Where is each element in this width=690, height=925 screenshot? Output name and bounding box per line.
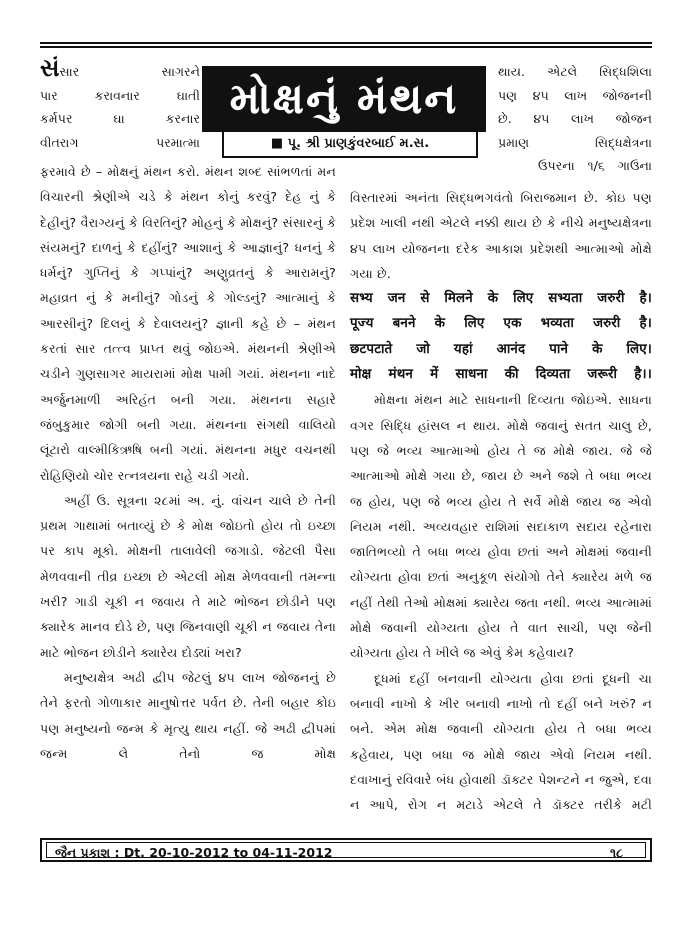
right-column (350, 185, 652, 817)
hindi-verse-line-4: मोक्ष मंथन में साधना की दिव्यता जरूरी है।। (350, 367, 652, 383)
intro-right-block (498, 60, 652, 178)
top-rule-2 (40, 46, 652, 48)
article-title: મોક્ષનું મંથન (202, 66, 486, 132)
hindi-verse (350, 286, 652, 387)
hindi-verse-line-1: सभ्य जन से मिलने के लिए सभ्यता जरुरी है। (350, 291, 652, 307)
intro-right-line-4: પ્રમાણ સિદ્ધક્ષેત્રના (498, 134, 652, 150)
left-paragraph-3: મનુષ્યક્ષેત્ર અઢી દ્વીપ જેટલું ૪૫ લાખ જોજનનું છે તેને ફરતો ગોળાકાર માનુષોત્તર પર્વત છે. તેની બહાર કોઇ પણ મનુષ્યનો જન્મ કે મૃત્યુ થાય નહીં. જે અઢી દ્વીપમાં જન્મ લે તેનો જ મોક્ષ (40, 669, 336, 761)
intro-left-line-4: વીતરાગ પરમાત્મા (40, 134, 200, 150)
intro-right-line-3: છે. ૪૫ લાખ જોજન (498, 111, 652, 126)
drop-cap: સં (40, 54, 60, 82)
intro-left-line-3: કર્મપર ઘા કરનાર (40, 111, 200, 126)
author-byline: ■ પૂ. શ્રી પ્રાણકુંવરબાઈ મ.સ. (222, 130, 478, 158)
right-paragraph-2: મોક્ષના મંથન માટે સાધનાની દિવ્યતા જોઇએ. સાધના વગર સિદ્ધિ હાંસલ ન થાય. મોક્ષે જવાનું સતત ચાલુ છે, પણ જે ભવ્ય આત્માઓ હોય તે જ મોક્ષે જાય. જે જે આત્માઓ મોક્ષે ગયા છે, જાય છે અને જશે તે બધા ભવ્ય જ હોય, પણ જે ભવ્ય હોય તે સર્વે મોક્ષે જાય જ એવો નિયમ નથી. અવ્યવહાર રાશિમાં સદાકાળ સદાય રહેનારા જાતિભવ્યો તે બધા ભવ્ય હોવા છતાં અને મોક્ષમાં જવાની યોગ્યતા હોવા છતાં અનુકૂળ સંયોગો તેને ક્યારેય મળે જ નહીં તેથી તેઓ મોક્ષમાં ક્યારેય જતા નથી. ભવ્ય આત્મામાં મોક્ષે જવાની યોગ્યતા હોય તે વાત સાચી, પણ જેની યોગ્યતા હોય તે ખીલે જ એવું કેમ કહેવાય? (350, 392, 652, 661)
right-paragraph-1: વિસ્તારમાં અનંતા સિદ્ધભગવંતો બિરાજમાન છે. કોઇ પણ પ્રદેશ ખાલી નથી એટલે નક્કી થાય છે કે નીચે મનુષ્યક્ષેત્રના ૪૫ લાખ યોજનના દરેક આકાશ પ્રદેશથી આત્માઓ મોક્ષે ગયા છે. (350, 190, 652, 281)
intro-right-line-2: પણ ૪૫ લાખ જોજનની (498, 87, 652, 103)
intro-left-line-2: પાર કરાવનાર ઘાતી (40, 87, 200, 103)
intro-right-line-1: થાય. એટલે સિદ્ધશિલા (498, 64, 652, 79)
intro-right-line-5: ઉપરના ૧/૬ ગાઉના (538, 158, 652, 173)
hindi-verse-line-2: पूज्य बनने के लिए एक भव्यता जरुरी है। (350, 316, 652, 332)
intro-left-line-1: સંસાર સાગરને (40, 54, 200, 82)
right-paragraph-3: દૂધમાં દહીં બનવાની યોગ્યતા હોવા છતાં દૂધની ચા બનાવી નાખો કે ખીર બનાવી નાખો તો દહીં બને ખરું? ન બને. એમ મોક્ષ જવાની યોગ્યતા હોય તે બધા ભવ્ય કહેવાય, પણ બધા જ મોક્ષે જાય એવો નિયમ નથી. દવાખાનું રવિવારે બંધ હોવાથી ડૉક્ટર પેશન્ટને ન જુએ, દવા ન આપે, રોગ ન મટાડે એટલે તે ડૉક્ટર તરીકે મટી (350, 670, 652, 813)
left-paragraph-1: ફરમાવે છે – મોક્ષનું મંથન કરો. મંથન શબ્દ સાંભળતાં મન વિચારની શ્રેણીએ ચડે કે મંથન કોનું કરવું? દેહ નું કે દેહીનું? વૈરાગ્યનું કે વિરતિનું? મોહનું કે મોક્ષનું? સંસારનું કે સંયમનું? દાળનું કે દહીંનું? આશાનું કે આજ્ઞાનું? ધનનું કે ધર્મનું? ગુપ્તિનું કે ગપ્પાંનું? અણુવ્રતનું કે આરામનું? મહાવ્રત નું કે મનીનું? ગોડનું કે ગોલ્ડનું? આત્માનું કે આરસીનું? દિલનું કે દેવાલયનું? જ્ઞાની કહે છે – મંથન કરતાં સાર તત્ત્વ પ્રાપ્ત થવું જોઇએ. મંથનની શ્રેણીએ ચડીને ગુણસાગર માયરામાં મોક્ષ પામી ગયાં. મંથનના નાદે અર્જુનમાળી અરિહંત બની ગયા. મંથનના સહારે જંબુકુમાર જોગી બની ગયા. મંથનના સંગથી વાલિયો લૂંટારો વાલ્મીકિઋષિ બની ગયાં. મંથનના મધુર વચનથી રોહિણિયો ચોર રત્નત્રયના રાહે ચડી ગયો. (40, 164, 336, 483)
left-column (40, 159, 336, 766)
footer-inner-frame (46, 842, 646, 858)
page-number: ૧૮ (609, 845, 623, 860)
page-footer (40, 838, 652, 862)
title-block (202, 66, 486, 160)
top-rule (40, 42, 652, 44)
hindi-verse-line-3: छटपटाते जो यहां आनंद पाने के लिए। (350, 341, 652, 357)
intro-left-block (40, 54, 200, 154)
publication-date: જૈન પ્રકાશ : Dt. 20-10-2012 to 04-11-2012 (55, 845, 333, 860)
left-paragraph-2: અહીં ઉ. સૂત્રના ૨૮માં અ. નું. વાંચન ચાલે છે તેની પ્રથમ ગાથામાં બતાવ્યું છે કે મોક્ષ જોઇતો હોય તો ઇચ્છા પર કાપ મૂકો. મોક્ષની તાલાવેલી જગાડો. જેટલી પૈસા મેળવવાની તીવ્ર ઇચ્છા છે એટલી મોક્ષ મેળવવાની તમન્ના ખરી? ગાડી ચૂકી ન જવાય તે માટે ભોજન છોડીને પણ ક્યારેક માનવ દોડે છે, પણ જિનવાણી ચૂકી ન જવાય તેના માટે ભોજન છોડીને ક્યારેય દોડ્યાં ખરા? (40, 492, 336, 660)
